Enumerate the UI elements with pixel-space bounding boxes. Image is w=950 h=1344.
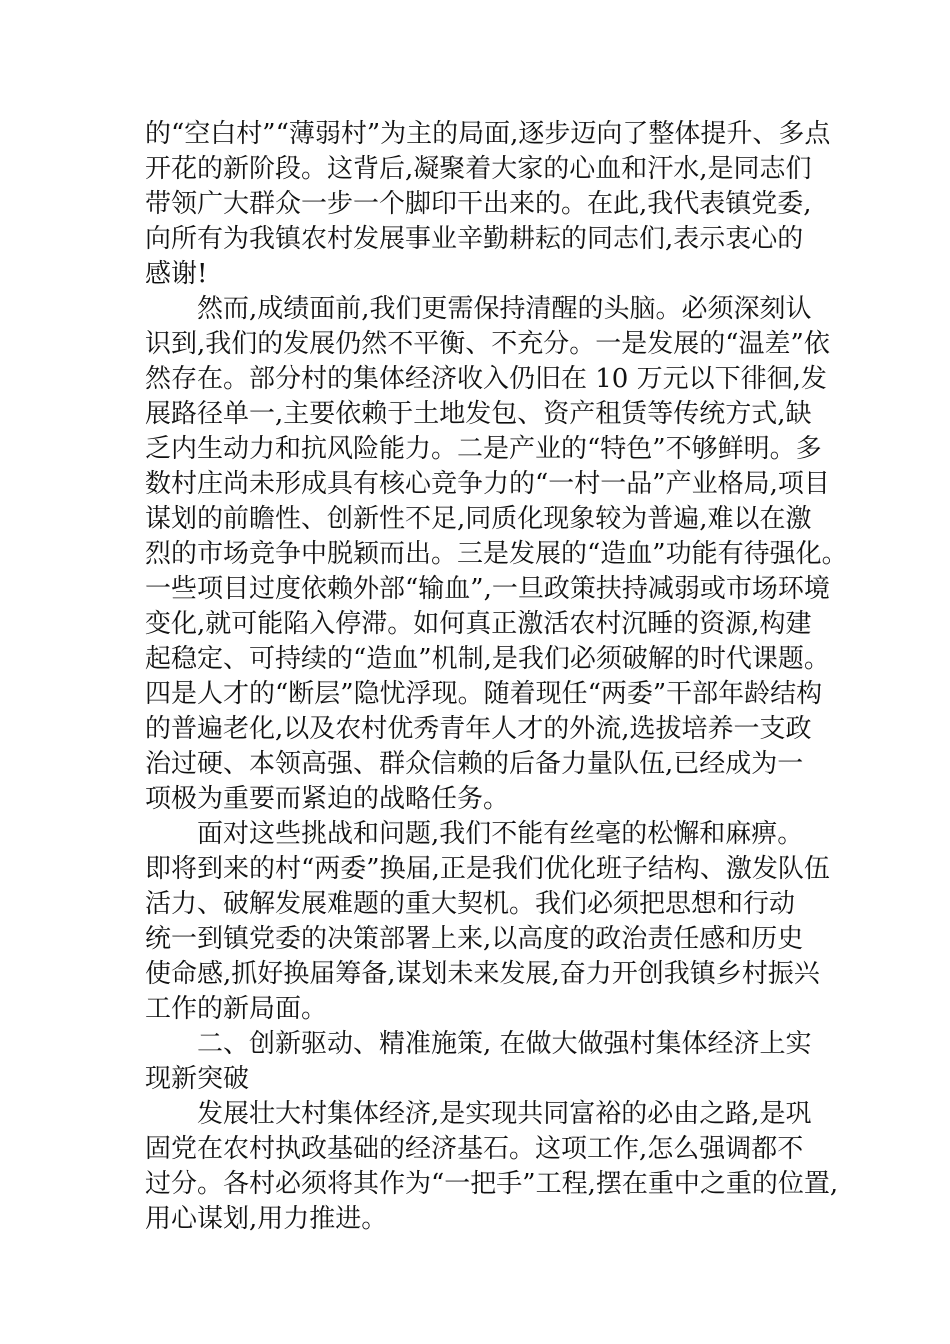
text-line: 统一到镇党委的决策部署上来,以高度的政治责任感和历史 xyxy=(145,924,804,954)
text-line: 的“空白村”“薄弱村”为主的局面,逐步迈向了整体提升、多点 xyxy=(145,119,831,149)
text-line: 展路径单一,主要依赖于土地发包、资产租赁等传统方式,缺 xyxy=(145,399,812,429)
section-heading-line: 现新突破 xyxy=(145,1064,250,1094)
text-line: 用心谋划,用力推进。 xyxy=(145,1204,388,1234)
text-line: 一些项目过度依赖外部“输血”,一旦政策扶持减弱或市场环境 xyxy=(145,574,830,604)
text-line: 感谢! xyxy=(145,259,208,289)
text-line: 然存在。部分村的集体经济收入仍旧在 10 万元以下徘徊,发 xyxy=(145,364,827,394)
text-line: 识到,我们的发展仍然不平衡、不充分。一是发展的“温差”依 xyxy=(145,329,830,359)
paragraph-start-line: 发展壮大村集体经济,是实现共同富裕的必由之路,是巩 xyxy=(197,1099,812,1129)
text-line: 即将到来的村“两委”换届,正是我们优化班子结构、激发队伍 xyxy=(145,854,830,884)
text-line: 治过硬、本领高强、群众信赖的后备力量队伍,已经成为一 xyxy=(145,749,804,779)
text-line: 固党在农村执政基础的经济基石。这项工作,怎么强调都不 xyxy=(145,1134,804,1164)
paragraph-start-line: 面对这些挑战和问题,我们不能有丝毫的松懈和麻痹。 xyxy=(197,819,804,849)
text-line: 使命感,抓好换届筹备,谋划未来发展,奋力开创我镇乡村振兴 xyxy=(145,959,820,989)
text-line: 过分。各村必须将其作为“一把手”工程,摆在重中之重的位置, xyxy=(145,1169,839,1199)
text-line: 乏内生动力和抗风险能力。二是产业的“特色”不够鲜明。多 xyxy=(145,434,822,464)
paragraph-start-line: 然而,成绩面前,我们更需保持清醒的头脑。必须深刻认 xyxy=(197,294,812,324)
text-line: 四是人才的“断层”隐忧浮现。随着现任“两委”干部年龄结构 xyxy=(145,679,823,709)
section-heading-line: 二、创新驱动、精准施策, 在做大做强村集体经济上实 xyxy=(197,1029,812,1059)
text-line: 烈的市场竞争中脱颖而出。三是发展的“造血”功能有待强化。 xyxy=(145,539,848,569)
text-line: 项极为重要而紧迫的战略任务。 xyxy=(145,784,510,814)
text-line: 活力、破解发展难题的重大契机。我们必须把思想和行动 xyxy=(145,889,796,919)
text-line: 变化,就可能陷入停滞。如何真正激活农村沉睡的资源,构建 xyxy=(145,609,812,639)
text-line: 向所有为我镇农村发展事业辛勤耕耘的同志们,表示衷心的 xyxy=(145,224,804,254)
text-line: 谋划的前瞻性、创新性不足,同质化现象较为普遍,难以在激 xyxy=(145,504,812,534)
text-line: 工作的新局面。 xyxy=(145,994,328,1024)
text-line: 起稳定、可持续的“造血”机制,是我们必须破解的时代课题。 xyxy=(145,644,830,674)
text-line: 数村庄尚未形成具有核心竞争力的“一村一品”产业格局,项目 xyxy=(145,469,830,499)
text-line: 带领广大群众一步一个脚印干出来的。在此,我代表镇党委, xyxy=(145,189,812,219)
text-line: 的普遍老化,以及农村优秀青年人才的外流,选拔培养一支政 xyxy=(145,714,812,744)
text-line: 开花的新阶段。这背后,凝聚着大家的心血和汗水,是同志们 xyxy=(145,154,812,184)
